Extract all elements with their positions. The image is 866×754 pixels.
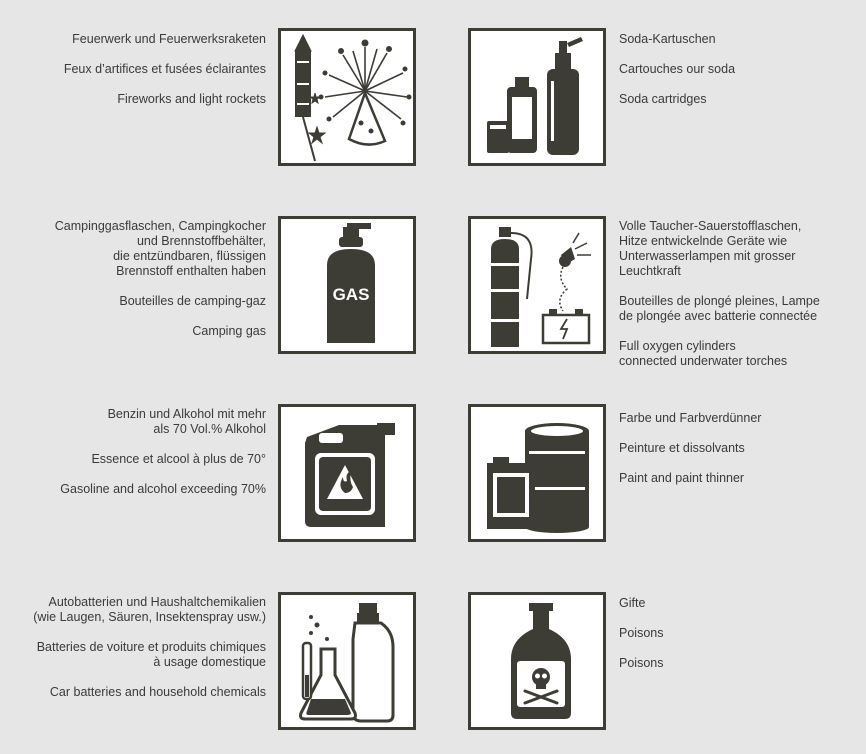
item-4-tile [278,404,416,542]
item-3-fr-1: de plongée avec batterie connectée [619,309,818,323]
chemicals-icon [281,595,413,727]
item-6-text [0,595,266,700]
item-5-text [619,411,859,486]
fireworks-icon [281,31,413,163]
item-3-de-3: Leuchtkraft [619,264,681,278]
item-3-en-0: Full oxygen cylinders [619,339,736,353]
item-3-de-2: Unterwasserlampen mit grosser [619,249,796,263]
item-1-fr: Cartouches our soda [619,62,736,76]
item-4-de-1: als 70 Vol.% Alkohol [153,422,266,436]
item-6-fr-0: Batteries de voiture et produits chimiques [36,640,266,654]
gas-cylinder-icon [281,219,413,351]
item-6-tile [278,592,416,730]
paint-cans-icon [471,407,603,539]
item-3-de-1: Hitze entwickelnde Geräte wie [619,234,788,248]
item-1-tile [468,28,606,166]
item-4-text [0,407,266,497]
item-5-fr: Peinture et dissolvants [619,441,745,455]
item-1-en: Soda cartridges [619,92,707,106]
item-2-de-1: und Brennstoffbehälter, [136,234,266,248]
item-0-de: Feuerwerk und Feuerwerksraketen [72,32,266,46]
item-5-de: Farbe und Farbverdünner [619,411,762,425]
item-7-en: Poisons [619,656,664,670]
item-2-de-2: die entzündbaren, flüssigen [113,249,266,263]
item-2-de-0: Campinggasflaschen, Campingkocher [54,219,266,233]
item-2-de-3: Brennstoff enthalten haben [116,264,266,278]
item-7-text [619,596,859,671]
item-3-fr-0: Bouteilles de plongé pleines, Lampe [619,294,820,308]
item-6-de-1: (wie Laugen, Säuren, Insektenspray usw.) [33,610,266,624]
item-6-en: Car batteries and household chemicals [49,685,266,699]
soda-cartridge-icon [471,31,603,163]
item-7-tile [468,592,606,730]
item-0-fr: Feux d’artifices et fusées éclairantes [63,62,266,76]
item-6-fr-1: à usage domestique [153,655,266,669]
item-1-text [619,32,859,107]
poison-bottle-icon [471,595,603,727]
item-2-en: Camping gas [192,324,266,338]
item-3-text [619,219,864,369]
item-3-tile [468,216,606,354]
jerrycan-flammable-icon [281,407,413,539]
item-5-tile [468,404,606,542]
item-2-fr: Bouteilles de camping-gaz [119,294,266,308]
item-6-de-0: Autobatterien und Haushaltchemikalien [48,595,266,609]
item-0-tile [278,28,416,166]
item-4-fr: Essence et alcool à plus de 70° [91,452,266,466]
item-4-en: Gasoline and alcohol exceeding 70% [60,482,266,496]
item-7-fr: Poisons [619,626,664,640]
item-3-de-0: Volle Taucher-Sauerstofflaschen, [619,219,802,233]
item-5-en: Paint and paint thinner [619,471,745,485]
item-3-en-1: connected underwater torches [619,354,788,368]
item-0-text [0,32,266,107]
gas-label: GAS [332,285,370,304]
item-2-tile [278,216,416,354]
diving-equipment-icon [471,219,603,351]
item-1-de: Soda-Kartuschen [619,32,716,46]
item-7-de: Gifte [619,596,646,610]
item-0-en: Fireworks and light rockets [117,92,266,106]
item-4-de-0: Benzin und Alkohol mit mehr [107,407,266,421]
item-2-text [0,219,266,339]
